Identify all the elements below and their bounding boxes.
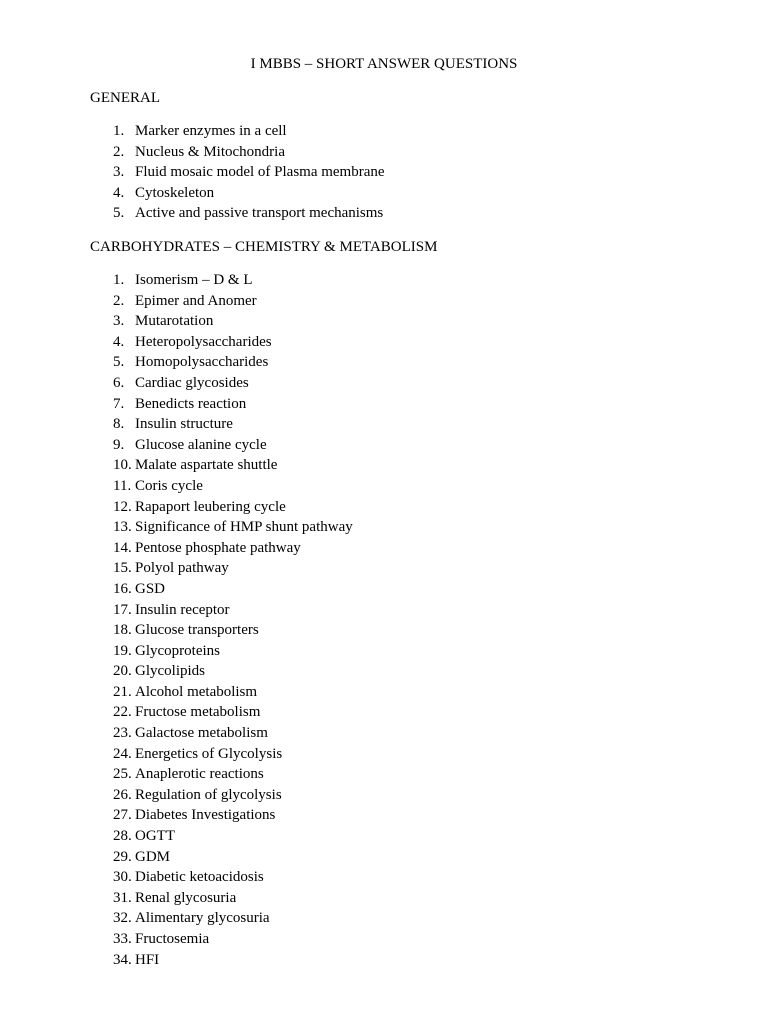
question-item [0, 143, 385, 164]
question-number: 13. [113, 519, 132, 536]
question-text: Fructosemia [135, 931, 210, 947]
question-item [0, 909, 353, 930]
question-item [0, 930, 353, 951]
question-text: Diabetic ketoacidosis [135, 869, 264, 886]
question-number: 3. [113, 164, 125, 181]
question-item [0, 786, 353, 807]
question-text: Rapaport leubering cycle [135, 498, 286, 515]
question-number: 28. [113, 828, 132, 845]
question-number: 31. [113, 889, 132, 906]
question-text: Malate aspartate shuttle [135, 457, 278, 474]
question-number: 8. [113, 416, 125, 433]
question-text: Pentose phosphate pathway [135, 539, 301, 556]
question-number: 3. [113, 313, 125, 330]
question-item [0, 395, 353, 416]
question-list-carbohydrates [0, 271, 353, 971]
question-number: 17. [113, 601, 132, 618]
question-text: Galactose metabolism [135, 725, 268, 742]
question-text: Diabetes Investigations [135, 807, 276, 824]
question-number: 29. [113, 848, 132, 865]
question-item [0, 889, 353, 910]
question-text: HFI [135, 951, 160, 968]
question-text: Nucleus & Mitochondria [135, 143, 285, 160]
question-item [0, 436, 353, 457]
question-text: Marker enzymes in a cell [135, 123, 287, 139]
question-item [0, 848, 353, 869]
question-text: Cytoskeleton [135, 184, 215, 201]
question-text: Active and passive transport mechanisms [135, 205, 384, 222]
question-number: 25. [113, 766, 132, 783]
question-number: 14. [113, 539, 132, 556]
question-item [0, 559, 353, 580]
question-number: 26. [113, 786, 132, 803]
question-text: GDM [135, 848, 171, 865]
question-number: 1. [113, 272, 125, 288]
question-number: 22. [113, 704, 132, 721]
question-item [0, 122, 385, 143]
question-item [0, 951, 353, 972]
question-item [0, 539, 353, 560]
question-text: Alimentary glycosuria [135, 910, 270, 927]
question-item [0, 374, 353, 395]
question-number: 18. [113, 622, 132, 639]
question-text: Cardiac glycosides [135, 374, 249, 391]
question-number: 4. [113, 333, 125, 350]
question-number: 11. [113, 477, 132, 494]
question-text: Insulin structure [135, 416, 233, 433]
question-text: Mutarotation [135, 313, 214, 330]
question-item [0, 498, 353, 519]
question-number: 20. [113, 663, 132, 680]
question-text: Glycolipids [135, 663, 205, 680]
question-item [0, 765, 353, 786]
question-text: Fluid mosaic model of Plasma membrane [135, 164, 385, 181]
question-item [0, 312, 353, 333]
question-item [0, 456, 353, 477]
question-text: Glucose transporters [135, 622, 259, 639]
question-item [0, 580, 353, 601]
question-number: 12. [113, 498, 132, 515]
question-number: 21. [113, 683, 132, 700]
question-text: Energetics of Glycolysis [135, 745, 283, 762]
question-text: Polyol pathway [135, 560, 229, 577]
question-text: Coris cycle [135, 477, 203, 494]
question-number: 2. [113, 292, 125, 309]
question-text: Glucose alanine cycle [135, 436, 267, 453]
question-text: Benedicts reaction [135, 395, 247, 412]
question-item [0, 204, 385, 225]
question-item [0, 477, 353, 498]
question-number: 7. [113, 395, 125, 412]
question-item [0, 601, 353, 622]
question-number: 30. [113, 869, 132, 886]
question-item [0, 662, 353, 683]
document-title: I MBBS – SHORT ANSWER QUESTIONS [250, 56, 518, 72]
question-text: Fructose metabolism [135, 704, 261, 721]
question-text: Insulin receptor [135, 601, 230, 618]
question-text: Regulation of glycolysis [135, 786, 282, 803]
question-text: Glycoproteins [135, 642, 220, 659]
question-item [0, 184, 385, 205]
question-item [0, 292, 353, 313]
question-number: 32. [113, 910, 132, 927]
question-text: Renal glycosuria [135, 889, 237, 906]
question-text: Isomerism – D & L [135, 272, 253, 288]
question-text: Heteropolysaccharides [135, 333, 272, 350]
question-number: 10. [113, 457, 132, 474]
question-number: 23. [113, 725, 132, 742]
question-text: Alcohol metabolism [135, 683, 258, 700]
question-text: OGTT [135, 828, 175, 845]
question-item [0, 353, 353, 374]
question-number: 4. [113, 184, 125, 201]
question-text: GSD [135, 580, 166, 597]
question-number: 33. [113, 931, 132, 947]
question-number: 6. [113, 374, 125, 391]
question-number: 9. [113, 436, 125, 453]
question-text: Homopolysaccharides [135, 354, 269, 371]
question-number: 27. [113, 807, 132, 824]
question-item [0, 518, 353, 539]
question-number: 19. [113, 642, 132, 659]
question-item [0, 806, 353, 827]
question-item [0, 683, 353, 704]
question-item [0, 163, 385, 184]
question-item [0, 703, 353, 724]
question-item [0, 745, 353, 766]
question-number: 1. [113, 123, 125, 139]
question-text: Epimer and Anomer [135, 292, 257, 309]
question-number: 16. [113, 580, 132, 597]
question-item [0, 621, 353, 642]
question-item [0, 333, 353, 354]
question-item [0, 724, 353, 745]
question-number: 34. [113, 951, 132, 968]
question-item [0, 827, 353, 848]
question-item [0, 271, 353, 292]
question-number: 5. [113, 205, 125, 222]
section-heading-carbohydrates: CARBOHYDRATES – CHEMISTRY & METABOLISM [90, 239, 438, 255]
question-number: 15. [113, 560, 132, 577]
section-heading-general: GENERAL [90, 90, 160, 106]
question-item [0, 642, 353, 663]
question-number: 5. [113, 354, 125, 371]
question-text: Anaplerotic reactions [135, 766, 264, 783]
question-number: 2. [113, 143, 125, 160]
question-number: 24. [113, 745, 132, 762]
question-item [0, 415, 353, 436]
question-item [0, 868, 353, 889]
question-text: Significance of HMP shunt pathway [135, 519, 353, 536]
question-list-general [0, 122, 385, 225]
